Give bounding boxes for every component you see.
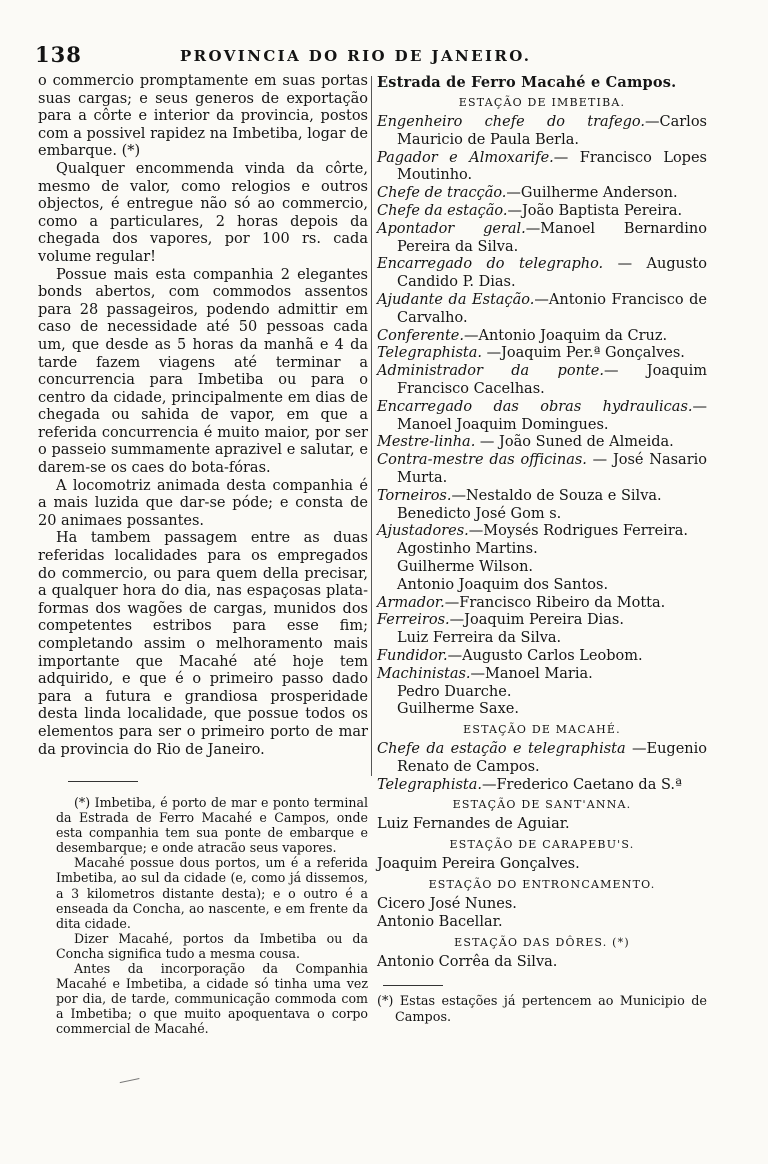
staff-entry	[377, 595, 707, 613]
staff-entry	[377, 363, 707, 399]
staff-entry	[377, 292, 707, 328]
staff-name: Antonio Corrêa da Silva.	[377, 953, 558, 970]
paragraph: Possue mais esta companhia 2 elegantes bonds abertos, com commodos assentos para 28 passageiros, podendo admittir em caso de necessidade até 50 pessoas cada um, que desde as 5 horas da manhã e 4 da tarde fazem viagens até terminar a concurrencia para Imbetiba ou para o centro da cidade, principalmente em dias de chegada ou sahida de vapor, em que a referida concurrencia é muito maior, por ser o passeio summamente aprazivel e salutar, e darem-se os caes do bota-fóras.	[38, 266, 368, 477]
staff-entry	[377, 203, 707, 221]
staff-name: — Joaquim Francisco Cacelhas.	[397, 363, 707, 397]
footnote: Dizer Macahé, portos da Imbetiba ou da Concha significa tudo a mesma cousa.	[56, 930, 368, 961]
staff-name: Benedicto José Gom s.	[397, 505, 562, 522]
footnote: Macahé possue dous portos, um é a referida Imbetiba, ao sul da cidade (e, como já dissemos, a 3 kilometros distante desta); e o outro é a enseada da Concha, ao nascente, e em frente da dita cidade.	[56, 855, 368, 931]
staff-name: —Frederico Caetano da S.ª	[481, 776, 682, 793]
staff-name: —Eugenio Renato de Campos.	[397, 741, 707, 775]
staff-name: Joaquim Pereira Gonçalves.	[377, 856, 580, 873]
staff-entry	[377, 488, 707, 506]
staff-entry	[377, 185, 707, 203]
station-heading: ESTAÇÃO DO ENTRONCAMENTO.	[428, 878, 656, 892]
staff-role: Chefe da estação e telegraphista	[377, 741, 626, 758]
station-heading: ESTAÇÃO DE MACAHÉ.	[463, 723, 621, 737]
staff-name: Luiz Fernandes de Aguiar.	[377, 816, 570, 833]
footnote: (*) Imbetiba, é porto de mar e ponto terminal da Estrada de Ferro Macahé e Campos, onde esta companhia tem sua ponte de embarque e desembarque; e onde atracão seus vapores.	[56, 795, 368, 856]
paragraph: Ha tambem passagem entre as duas referidas localidades para os empregados do commercio, ou para quem della precisar, a qualquer hora do dia, nas espaçosas plata-formas dos wagões de cargas, munidos dos competentes estribos para esse fim; completando assim o melhoramento mais importante que Macahé até hoje tem adquirido, e que é o primeiro passo dado para a futura e grandiosa prosperidade desta linda localidade, que possue todos os elementos para ser o primeiro porto de mar da provincia do Rio de Janeiro.	[38, 530, 368, 758]
staff-name: —Carlos Mauricio de Paula Berla.	[397, 114, 707, 148]
staff-role: Encarregado das obras hydraulicas.	[377, 398, 693, 415]
staff-name: —Manoel Joaquim Domingues.	[397, 398, 707, 433]
staff-name: Agostinho Martins.	[397, 541, 538, 558]
staff-name: —Nestaldo de Souza e Silva.	[451, 487, 662, 504]
staff-role: Chefe de tracção.	[377, 185, 507, 202]
paragraph: A locomotriz animada desta companhia é a mais luzida que dar-se póde; e consta de 20 animaes possantes.	[38, 477, 368, 529]
staff-entry	[377, 114, 707, 150]
column-divider	[371, 76, 372, 776]
staff-name: —Augusto Carlos Leobom.	[447, 647, 643, 664]
staff-name: —Antonio Francisco de Carvalho.	[397, 291, 707, 326]
footnote-divider	[383, 985, 443, 986]
left-column	[38, 73, 368, 1113]
station-heading: ESTAÇÃO DAS DÔRES. (*)	[454, 935, 630, 949]
staff-name: Pedro Duarche.	[397, 683, 512, 700]
staff-role: Machinistas.	[377, 665, 471, 682]
staff-name: —Joaquim Per.ª Gonçalves.	[481, 345, 685, 362]
staff-entry	[377, 741, 707, 777]
staff-name: Guilherme Saxe.	[397, 701, 519, 718]
staff-entry	[377, 434, 707, 452]
staff-entry	[377, 399, 707, 435]
paragraph: o commercio promptamente em suas portas suas cargas; e seus generos de exportação para a côrte e interior da provincia, postos com a possivel rapidez na Imbetiba, logar de embarque. (*)	[38, 73, 368, 160]
staff-name: — José Nasario Murta.	[397, 452, 707, 486]
staff-name: —Joaquim Pereira Dias.	[449, 612, 624, 629]
staff-name: —Manoel Bernardino Pereira da Silva.	[397, 220, 707, 255]
staff-role: Torneiros.	[377, 487, 452, 504]
footnote: Antes da incorporação da Companhia Macahé e Imbetiba, a cidade só tinha uma vez por dia, de tarde, communicação commoda com a Imbetiba; o que muito apoquentava o corpo commercial de Macahé.	[56, 961, 368, 1037]
staff-entry	[377, 612, 707, 630]
station-heading: ESTAÇÃO DE CARAPEBU'S.	[449, 838, 635, 852]
section-title: Estrada de Ferro Macahé e Campos.	[377, 74, 677, 91]
staff-role: Armador.	[377, 594, 445, 611]
staff-name: Luiz Ferreira da Silva.	[397, 630, 562, 647]
staff-entry	[377, 523, 707, 541]
staff-role: Administrador da ponte.	[377, 363, 604, 380]
staff-entry	[377, 328, 707, 346]
staff-name: —João Baptista Pereira.	[507, 202, 683, 219]
page-header	[35, 42, 703, 72]
staff-name: —Moysés Rodrigues Ferreira.	[468, 523, 689, 540]
staff-entry	[377, 256, 707, 292]
staff-name: — João Suned de Almeida.	[475, 434, 674, 451]
station-heading: ESTAÇÃO DE SANT'ANNA.	[452, 798, 632, 812]
station-heading: ESTAÇÃO DE IMBETIBA.	[458, 96, 626, 109]
staff-name: Antonio Bacellar.	[377, 913, 503, 930]
staff-role: Telegraphista.	[377, 345, 482, 362]
staff-role: Fundidor.	[377, 647, 448, 664]
staff-name: —Guilherme Anderson.	[506, 185, 678, 202]
staff-name: —Antonio Joaquim da Cruz.	[463, 327, 668, 344]
staff-name: Antonio Joaquim dos Santos.	[397, 576, 609, 593]
staff-name: — Francisco Lopes Moutinho.	[397, 149, 707, 184]
staff-name: Guilherme Wilson.	[397, 558, 534, 575]
footnotes	[56, 795, 368, 1037]
staff-role: Chefe da estação.	[377, 202, 508, 219]
staff-name: — Augusto Candido P. Dias.	[397, 256, 707, 291]
staff-entry	[377, 345, 707, 363]
staff-role: Telegraphista.	[377, 776, 482, 793]
staff-entry	[377, 666, 707, 684]
staff-entry	[377, 221, 707, 257]
staff-role: Conferente.	[377, 327, 464, 344]
staff-role: Ferreiros.	[377, 612, 450, 629]
staff-name: Cicero José Nunes.	[377, 896, 517, 913]
paragraph: Qualquer encommenda vinda da côrte, mesmo de valor, como relogios e outros objectos, é entregue não só ao commercio, como a particulares, 2 horas depois da chegada dos vapores, por 100 rs. cada volume regular!	[38, 160, 368, 265]
staff-role: Ajudante da Estação.	[377, 291, 535, 308]
staff-entry	[377, 150, 707, 186]
staff-name: —Manoel Maria.	[470, 665, 593, 682]
staff-entry	[377, 452, 707, 488]
staff-role: Ajustadores.	[377, 523, 469, 540]
footnote: (*) Estas estações já pertencem ao Municipio de Campos.	[377, 994, 707, 1025]
staff-role: Engenheiro chefe do trafego.	[377, 114, 646, 130]
staff-entry	[377, 648, 707, 666]
staff-role: Apontador geral.	[377, 220, 526, 237]
running-title: PROVINCIA DO RIO DE JANEIRO.	[180, 47, 532, 65]
right-column	[377, 73, 707, 1113]
station-list	[377, 92, 707, 971]
staff-role: Contra-mestre das officinas.	[377, 452, 587, 469]
staff-role: Pagador e Almoxarife.	[377, 149, 554, 166]
staff-role: Mestre-linha.	[377, 434, 476, 451]
footnote-divider	[68, 781, 138, 782]
staff-entry	[377, 777, 707, 795]
staff-role: Encarregado do telegrapho.	[377, 256, 604, 273]
staff-name: —Francisco Ribeiro da Motta.	[444, 594, 666, 611]
page-number: 138	[35, 42, 82, 67]
